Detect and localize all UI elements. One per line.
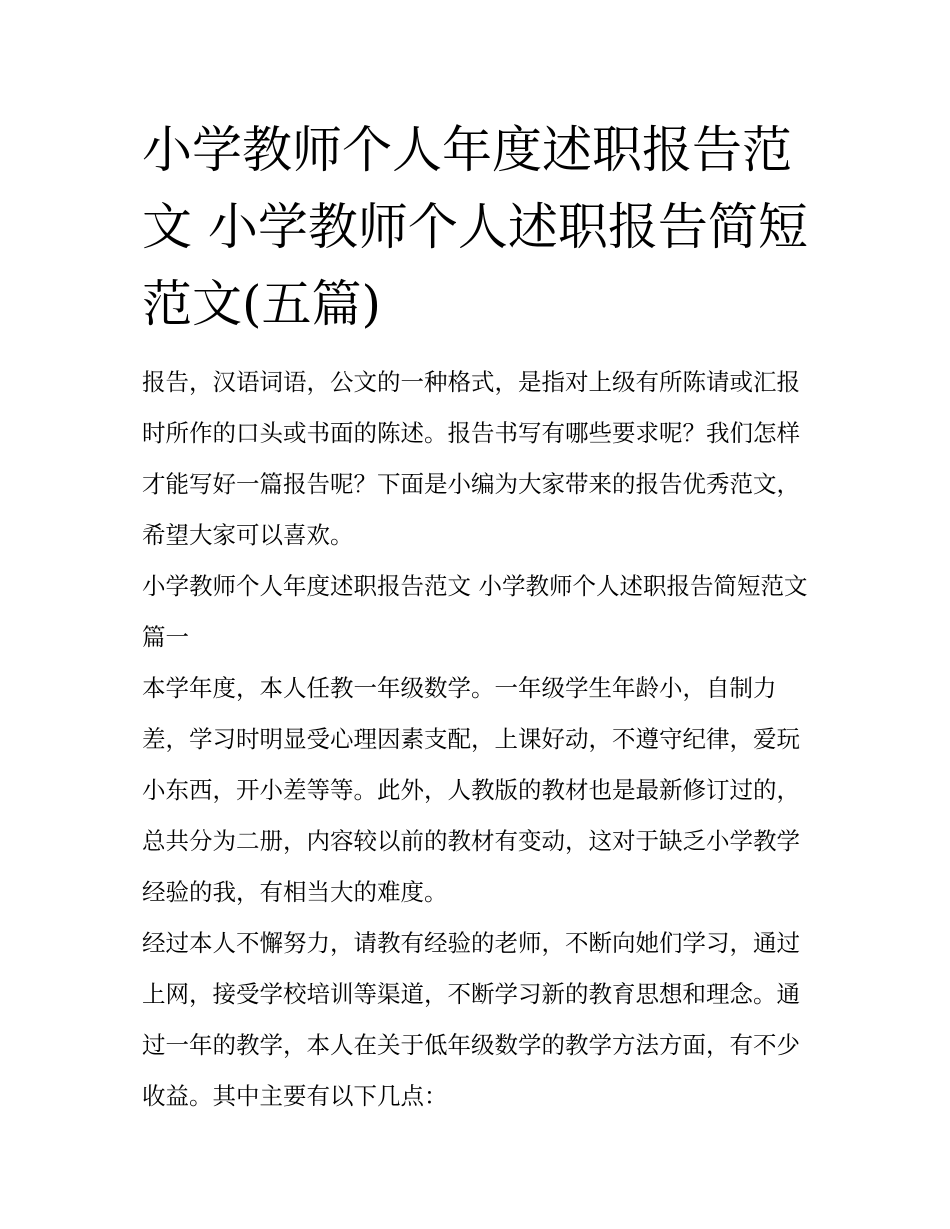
document-body — [142, 357, 814, 1122]
body-paragraph: 本学年度，本人任教一年级数学。一年级学生年龄小，自制力差，学习时明显受心理因素支配，上课好动，不遵守纪律，爱玩小东西，开小差等等。此外，人教版的教材也是最新修订过的，总共分为二册，内容较以前的教材有变动，这对于缺乏小学教学经验的我，有相当大的难度。 — [142, 674, 800, 906]
intro-paragraph: 报告，汉语词语，公文的一种格式，是指对上级有所陈请或汇报时所作的口头或书面的陈述。报告书写有哪些要求呢？我们怎样才能写好一篇报告呢？下面是小编为大家带来的报告优秀范文，希望大家可以喜欢。 — [142, 368, 800, 549]
body-paragraph: 经过本人不懈努力，请教有经验的老师，不断向她们学习，通过上网，接受学校培训等渠道，不断学习新的教育思想和理念。通过一年的教学，本人在关于低年级数学的教学方法方面，有不少收益。其中主要有以下几点： — [142, 929, 800, 1110]
document-title: 小学教师个人年度述职报告范文 小学教师个人述职报告简短范文(五篇) — [142, 121, 808, 333]
section-heading: 小学教师个人年度述职报告范文 小学教师个人述职报告简短范文篇一 — [142, 572, 808, 651]
